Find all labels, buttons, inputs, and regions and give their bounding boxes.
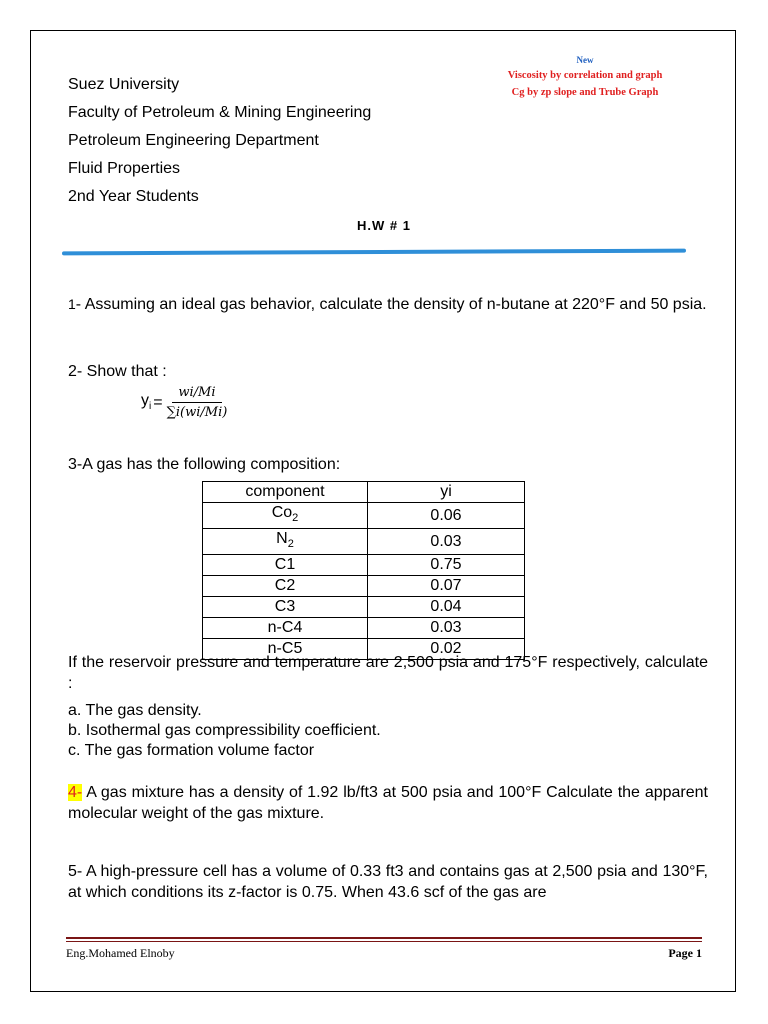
department-name: Petroleum Engineering Department (68, 132, 319, 149)
formula-lhs: $y_i$ (141, 392, 152, 413)
question-4-number: 4- (68, 784, 83, 801)
yi-cell: 0.02 (368, 639, 525, 660)
component-cell: $N_2$ (203, 529, 368, 555)
table-row (203, 597, 525, 618)
question-4-text: A gas mixture has a density of 1.92 lb/ft3 at 500 psia and 100°F Calculate the apparent molecular weight of the gas mixture. (68, 784, 708, 822)
yi-cell: 0.03 (368, 529, 525, 555)
mole-fraction-formula (141, 385, 227, 420)
footer-page-number: Page 1 (668, 946, 702, 960)
question-3-item-a: a. The gas density. (68, 702, 202, 719)
component-cell: C3 (203, 597, 368, 618)
course-name: Fluid Properties (68, 160, 181, 177)
footer-rule (66, 937, 702, 939)
table-row (203, 618, 525, 639)
university-name: Suez University (68, 76, 180, 93)
component-cell: n-C4 (203, 618, 368, 639)
question-3-item-b: b. Isothermal gas compressibility coefficient. (68, 722, 381, 739)
footer-author: Eng.Mohamed Elnoby (66, 946, 175, 960)
table-row (203, 576, 525, 597)
note-cg: Cg by zp slope and Trube Graph (511, 87, 659, 98)
faculty-name: Faculty of Petroleum & Mining Engineering (68, 104, 372, 121)
formula-equals: = (153, 393, 163, 411)
yi-cell: 0.07 (368, 576, 525, 597)
note-viscosity: Viscosity by correlation and graph (507, 70, 663, 81)
yi-cell: 0.06 (368, 503, 525, 529)
composition-table-body (203, 503, 525, 660)
composition-table (202, 481, 525, 660)
component-cell: n-C5 (203, 639, 368, 660)
component-cell: C1 (203, 555, 368, 576)
component-cell: $Co_2$ (203, 503, 368, 529)
footer-rule-thin (66, 941, 702, 942)
question-3-conditions: If the reservoir pressure and temperature are 2,500 psia and 175°F respectively, calculate : (68, 654, 708, 692)
question-1-number: 1 (68, 296, 76, 312)
homework-title: H.W # 1 (357, 218, 411, 233)
component-cell: C2 (203, 576, 368, 597)
yi-cell: 0.75 (368, 555, 525, 576)
formula-fraction (167, 385, 228, 420)
note-new: New (576, 55, 594, 65)
formula-denominator: ∑i(wi/Mi) (166, 405, 228, 420)
yi-cell: 0.03 (368, 618, 525, 639)
question-2-text: 2- Show that : (68, 363, 167, 380)
header-component: component (203, 482, 368, 503)
table-row (203, 529, 525, 555)
student-year: 2nd Year Students (68, 188, 199, 205)
table-row (203, 503, 525, 529)
question-1 (68, 294, 708, 315)
table-header-row (203, 482, 525, 503)
question-3-item-c: c. The gas formation volume factor (68, 742, 315, 759)
formula-numerator: wi/Mi (172, 385, 221, 403)
table-row (203, 555, 525, 576)
question-1-text: - Assuming an ideal gas behavior, calculate the density of n-butane at 220°F and 50 psia. (75, 296, 707, 313)
question-5-text: 5- A high-pressure cell has a volume of 0.33 ft3 and contains gas at 2,500 psia and 130°F, at which conditions its z-factor is 0.75. When 43.6 scf of the gas are (68, 863, 708, 901)
question-4 (68, 782, 708, 824)
question-3-intro: 3-A gas has the following composition: (68, 456, 341, 473)
yi-cell: 0.04 (368, 597, 525, 618)
header-yi: yi (368, 482, 525, 503)
